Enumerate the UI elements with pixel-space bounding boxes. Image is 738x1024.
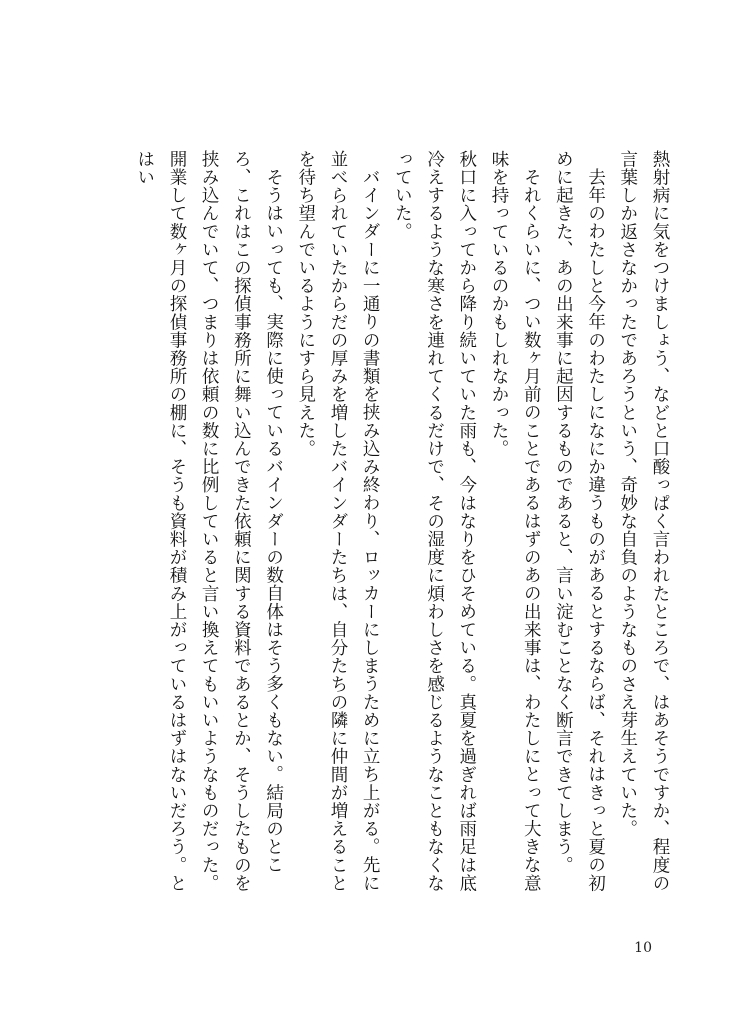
paragraph: 秋口に入ってから降り続いていた雨も、今はなりをひそめている。真夏を過ぎれば雨足は底冷えするような寒さを連れてくるだけで、その湿度に煩わしさを感じるようなこともなくなっていた。 — [392, 150, 477, 893]
vertical-text-body — [129, 150, 676, 900]
paragraph: それくらいに、つい数ヶ月前のことであるはずのあの出来事は、わたしにとって大きな意味を持っているのかもしれなかった。 — [488, 150, 542, 892]
paragraph: バインダーに一通りの書類を挟み込み終わり、ロッカーにしまうために立ち上がる。先に並べられていたからだの厚みを増したバインダーたちは、自分たちの隣に仲間が増えることを待ち望んでいるようにすら見えた。 — [295, 150, 381, 893]
page-number: 10 — [634, 940, 652, 956]
paragraph: 去年のわたしと今年のわたしになにか違うものがあるとするならば、それはきっと夏の初めに起きた、あの出来事に起因するものであると、言い淀むことなく断言できてしまう。 — [553, 150, 606, 892]
paragraph: 熱射病に気をつけましょう、などと口酸っぱく言われたところで、はあそうですか、程度の言葉しか返さなかったであろうという、奇妙な自負のようなものさえ芽生えていた。 — [617, 150, 670, 893]
paragraph: そうはいっても、実際に使っているバインダーの数自体はそう多くもない。結局のところ、これはこの探偵事務所に舞い込んできた依頼に関する資料であるとか、そうしたものを挟み込んでいて、つまりは依頼の数に比例していると言い換えてもいいようなものだった。開業して数ヶ月の探偵事務所の棚に、そうも資料が積み上がっているはずはないだろう。とはい — [134, 150, 284, 893]
